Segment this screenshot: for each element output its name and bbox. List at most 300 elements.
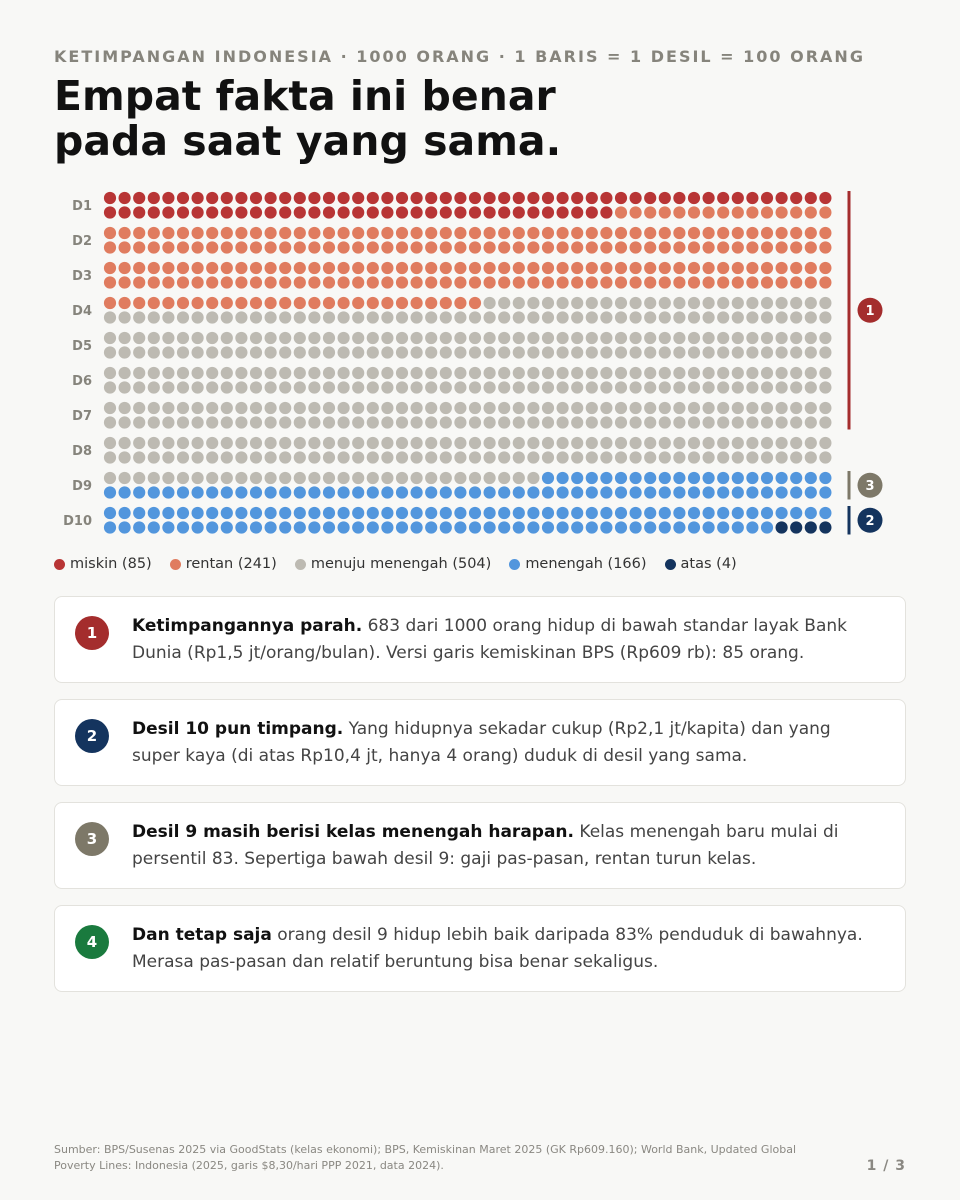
person-dot — [644, 241, 656, 253]
person-dot — [469, 451, 481, 463]
person-dot — [279, 276, 291, 288]
person-dot — [221, 311, 233, 323]
person-dot — [206, 276, 218, 288]
person-dot — [586, 297, 598, 309]
person-dot — [206, 416, 218, 428]
person-dot — [790, 402, 802, 414]
person-dot — [308, 437, 320, 449]
person-dot — [571, 451, 583, 463]
person-dot — [819, 472, 831, 484]
person-dot — [644, 437, 656, 449]
person-dot — [323, 346, 335, 358]
person-dot — [615, 381, 627, 393]
person-dot — [513, 451, 525, 463]
person-dot — [717, 192, 729, 204]
person-dot — [279, 402, 291, 414]
person-dot — [148, 402, 160, 414]
person-dot — [484, 346, 496, 358]
person-dot — [396, 346, 408, 358]
person-dot — [265, 297, 277, 309]
person-dot — [454, 297, 466, 309]
person-dot — [542, 262, 554, 274]
person-dot — [805, 297, 817, 309]
person-dot — [498, 276, 510, 288]
person-dot — [703, 241, 715, 253]
person-dot — [177, 507, 189, 519]
person-dot — [119, 486, 131, 498]
person-dot — [323, 206, 335, 218]
person-dot — [323, 437, 335, 449]
person-dot — [630, 402, 642, 414]
person-dot — [425, 402, 437, 414]
person-dot — [586, 276, 598, 288]
person-dot — [790, 311, 802, 323]
person-dot — [221, 227, 233, 239]
person-dot — [177, 311, 189, 323]
person-dot — [323, 276, 335, 288]
person-dot — [688, 451, 700, 463]
person-dot — [279, 262, 291, 274]
person-dot — [221, 346, 233, 358]
person-dot — [498, 332, 510, 344]
person-dot — [133, 437, 145, 449]
person-dot — [527, 241, 539, 253]
person-dot — [615, 297, 627, 309]
person-dot — [265, 472, 277, 484]
person-dot — [235, 451, 247, 463]
person-dot — [469, 227, 481, 239]
person-dot — [805, 486, 817, 498]
person-dot — [659, 486, 671, 498]
waffle-chart — [0, 180, 960, 550]
person-dot — [542, 367, 554, 379]
person-dot — [381, 346, 393, 358]
person-dot — [104, 367, 116, 379]
person-dot — [133, 521, 145, 533]
person-dot — [630, 486, 642, 498]
person-dot — [454, 507, 466, 519]
person-dot — [469, 521, 481, 533]
person-dot — [133, 416, 145, 428]
person-dot — [250, 367, 262, 379]
person-dot — [819, 402, 831, 414]
person-dot — [586, 486, 598, 498]
person-dot — [542, 437, 554, 449]
person-dot — [192, 311, 204, 323]
person-dot — [761, 227, 773, 239]
person-dot — [192, 402, 204, 414]
person-dot — [250, 346, 262, 358]
person-dot — [513, 521, 525, 533]
person-dot — [673, 451, 685, 463]
legend-label: menengah (166) — [525, 556, 647, 572]
person-dot — [206, 297, 218, 309]
person-dot — [265, 262, 277, 274]
title-line-2: pada saat yang sama. — [54, 117, 562, 165]
person-dot — [352, 416, 364, 428]
legend-swatch — [170, 559, 181, 570]
person-dot — [367, 381, 379, 393]
person-dot — [221, 402, 233, 414]
person-dot — [527, 381, 539, 393]
person-dot — [630, 367, 642, 379]
person-dot — [732, 437, 744, 449]
person-dot — [221, 521, 233, 533]
person-dot — [162, 206, 174, 218]
person-dot — [557, 192, 569, 204]
person-dot — [148, 507, 160, 519]
person-dot — [323, 416, 335, 428]
person-dot — [732, 507, 744, 519]
person-dot — [148, 367, 160, 379]
person-dot — [133, 381, 145, 393]
person-dot — [615, 332, 627, 344]
person-dot — [469, 367, 481, 379]
person-dot — [469, 241, 481, 253]
person-dot — [688, 381, 700, 393]
fact-cards — [54, 596, 906, 1008]
person-dot — [571, 241, 583, 253]
person-dot — [221, 206, 233, 218]
person-dot — [104, 437, 116, 449]
person-dot — [688, 311, 700, 323]
person-dot — [308, 402, 320, 414]
person-dot — [527, 437, 539, 449]
person-dot — [162, 402, 174, 414]
person-dot — [513, 206, 525, 218]
person-dot — [513, 367, 525, 379]
person-dot — [119, 262, 131, 274]
person-dot — [308, 297, 320, 309]
legend-swatch — [509, 559, 520, 570]
person-dot — [761, 402, 773, 414]
person-dot — [761, 276, 773, 288]
person-dot — [192, 367, 204, 379]
person-dot — [659, 437, 671, 449]
person-dot — [542, 297, 554, 309]
person-dot — [571, 521, 583, 533]
person-dot — [235, 507, 247, 519]
person-dot — [600, 262, 612, 274]
person-dot — [338, 192, 350, 204]
person-dot — [790, 206, 802, 218]
person-dot — [323, 472, 335, 484]
person-dot — [790, 192, 802, 204]
person-dot — [308, 311, 320, 323]
person-dot — [513, 486, 525, 498]
person-dot — [703, 346, 715, 358]
person-dot — [119, 402, 131, 414]
person-dot — [659, 311, 671, 323]
person-dot — [250, 311, 262, 323]
person-dot — [352, 521, 364, 533]
person-dot — [542, 381, 554, 393]
title-line-1: Empat fakta ini benar — [54, 72, 556, 120]
person-dot — [192, 262, 204, 274]
person-dot — [235, 262, 247, 274]
person-dot — [527, 521, 539, 533]
person-dot — [688, 227, 700, 239]
person-dot — [352, 437, 364, 449]
person-dot — [732, 381, 744, 393]
person-dot — [673, 241, 685, 253]
person-dot — [279, 297, 291, 309]
person-dot — [776, 437, 788, 449]
person-dot — [688, 472, 700, 484]
person-dot — [265, 206, 277, 218]
person-dot — [819, 507, 831, 519]
person-dot — [454, 206, 466, 218]
person-dot — [454, 241, 466, 253]
person-dot — [411, 521, 423, 533]
person-dot — [688, 402, 700, 414]
person-dot — [717, 521, 729, 533]
person-dot — [381, 486, 393, 498]
person-dot — [527, 486, 539, 498]
person-dot — [148, 276, 160, 288]
person-dot — [746, 472, 758, 484]
person-dot — [615, 416, 627, 428]
person-dot — [630, 346, 642, 358]
person-dot — [542, 276, 554, 288]
person-dot — [688, 206, 700, 218]
person-dot — [104, 521, 116, 533]
person-dot — [250, 381, 262, 393]
person-dot — [411, 262, 423, 274]
person-dot — [615, 486, 627, 498]
person-dot — [454, 416, 466, 428]
person-dot — [454, 437, 466, 449]
person-dot — [600, 472, 612, 484]
person-dot — [644, 367, 656, 379]
fact-card-4 — [54, 905, 906, 992]
person-dot — [571, 367, 583, 379]
person-dot — [192, 206, 204, 218]
person-dot — [819, 311, 831, 323]
person-dot — [177, 262, 189, 274]
person-dot — [294, 521, 306, 533]
person-dot — [703, 437, 715, 449]
person-dot — [776, 486, 788, 498]
person-dot — [148, 192, 160, 204]
person-dot — [294, 416, 306, 428]
person-dot — [659, 451, 671, 463]
person-dot — [586, 262, 598, 274]
person-dot — [819, 227, 831, 239]
person-dot — [776, 507, 788, 519]
person-dot — [177, 451, 189, 463]
person-dot — [557, 367, 569, 379]
person-dot — [557, 227, 569, 239]
person-dot — [162, 332, 174, 344]
person-dot — [396, 276, 408, 288]
person-dot — [557, 507, 569, 519]
person-dot — [498, 521, 510, 533]
person-dot — [440, 367, 452, 379]
person-dot — [338, 472, 350, 484]
person-dot — [396, 297, 408, 309]
person-dot — [630, 227, 642, 239]
person-dot — [425, 486, 437, 498]
person-dot — [790, 521, 802, 533]
person-dot — [776, 311, 788, 323]
person-dot — [688, 297, 700, 309]
person-dot — [352, 227, 364, 239]
person-dot — [805, 206, 817, 218]
person-dot — [776, 276, 788, 288]
person-dot — [338, 521, 350, 533]
person-dot — [703, 332, 715, 344]
person-dot — [761, 311, 773, 323]
person-dot — [133, 276, 145, 288]
person-dot — [527, 276, 539, 288]
legend-swatch — [665, 559, 676, 570]
person-dot — [162, 381, 174, 393]
person-dot — [221, 486, 233, 498]
person-dot — [484, 297, 496, 309]
person-dot — [630, 276, 642, 288]
row-label-d1: D1 — [72, 198, 92, 214]
person-dot — [600, 346, 612, 358]
person-dot — [746, 332, 758, 344]
person-dot — [571, 437, 583, 449]
person-dot — [790, 416, 802, 428]
legend-item — [54, 556, 152, 572]
person-dot — [688, 262, 700, 274]
person-dot — [425, 192, 437, 204]
person-dot — [235, 381, 247, 393]
person-dot — [323, 402, 335, 414]
person-dot — [469, 346, 481, 358]
person-dot — [703, 451, 715, 463]
person-dot — [294, 206, 306, 218]
person-dot — [732, 276, 744, 288]
person-dot — [192, 507, 204, 519]
person-dot — [484, 332, 496, 344]
person-dot — [557, 437, 569, 449]
person-dot — [717, 437, 729, 449]
person-dot — [133, 241, 145, 253]
person-dot — [659, 381, 671, 393]
person-dot — [367, 437, 379, 449]
person-dot — [352, 297, 364, 309]
person-dot — [498, 437, 510, 449]
person-dot — [119, 332, 131, 344]
person-dot — [323, 241, 335, 253]
person-dot — [527, 416, 539, 428]
fact-number-badge: 1 — [75, 616, 109, 650]
legend-swatch — [295, 559, 306, 570]
person-dot — [162, 227, 174, 239]
row-label-d5: D5 — [72, 338, 92, 354]
person-dot — [279, 437, 291, 449]
person-dot — [498, 402, 510, 414]
person-dot — [819, 346, 831, 358]
person-dot — [600, 192, 612, 204]
person-dot — [148, 451, 160, 463]
person-dot — [352, 311, 364, 323]
person-dot — [659, 227, 671, 239]
row-label-d3: D3 — [72, 268, 92, 284]
person-dot — [411, 437, 423, 449]
person-dot — [265, 451, 277, 463]
person-dot — [265, 521, 277, 533]
person-dot — [469, 486, 481, 498]
person-dot — [411, 276, 423, 288]
person-dot — [440, 521, 452, 533]
person-dot — [703, 472, 715, 484]
person-dot — [703, 367, 715, 379]
person-dot — [630, 332, 642, 344]
person-dot — [133, 311, 145, 323]
person-dot — [338, 507, 350, 519]
person-dot — [732, 311, 744, 323]
person-dot — [732, 402, 744, 414]
person-dot — [367, 451, 379, 463]
person-dot — [265, 311, 277, 323]
person-dot — [586, 332, 598, 344]
person-dot — [221, 192, 233, 204]
person-dot — [513, 381, 525, 393]
person-dot — [381, 416, 393, 428]
person-dot — [761, 437, 773, 449]
person-dot — [235, 227, 247, 239]
person-dot — [411, 206, 423, 218]
person-dot — [352, 206, 364, 218]
person-dot — [819, 381, 831, 393]
person-dot — [206, 262, 218, 274]
person-dot — [761, 297, 773, 309]
person-dot — [805, 227, 817, 239]
person-dot — [425, 472, 437, 484]
person-dot — [425, 507, 437, 519]
person-dot — [119, 437, 131, 449]
person-dot — [250, 276, 262, 288]
person-dot — [119, 381, 131, 393]
person-dot — [571, 262, 583, 274]
person-dot — [498, 381, 510, 393]
person-dot — [425, 227, 437, 239]
person-dot — [600, 367, 612, 379]
person-dot — [148, 486, 160, 498]
person-dot — [133, 206, 145, 218]
person-dot — [805, 437, 817, 449]
person-dot — [119, 241, 131, 253]
person-dot — [265, 332, 277, 344]
person-dot — [265, 402, 277, 414]
person-dot — [586, 241, 598, 253]
person-dot — [805, 381, 817, 393]
person-dot — [396, 507, 408, 519]
person-dot — [177, 402, 189, 414]
person-dot — [790, 472, 802, 484]
person-dot — [162, 437, 174, 449]
person-dot — [148, 381, 160, 393]
person-dot — [148, 227, 160, 239]
person-dot — [586, 192, 598, 204]
person-dot — [790, 507, 802, 519]
person-dot — [294, 297, 306, 309]
person-dot — [381, 521, 393, 533]
bracket-badge-label-3: 3 — [865, 478, 875, 494]
person-dot — [265, 276, 277, 288]
person-dot — [790, 486, 802, 498]
person-dot — [294, 402, 306, 414]
person-dot — [600, 297, 612, 309]
person-dot — [776, 521, 788, 533]
person-dot — [659, 262, 671, 274]
person-dot — [279, 332, 291, 344]
